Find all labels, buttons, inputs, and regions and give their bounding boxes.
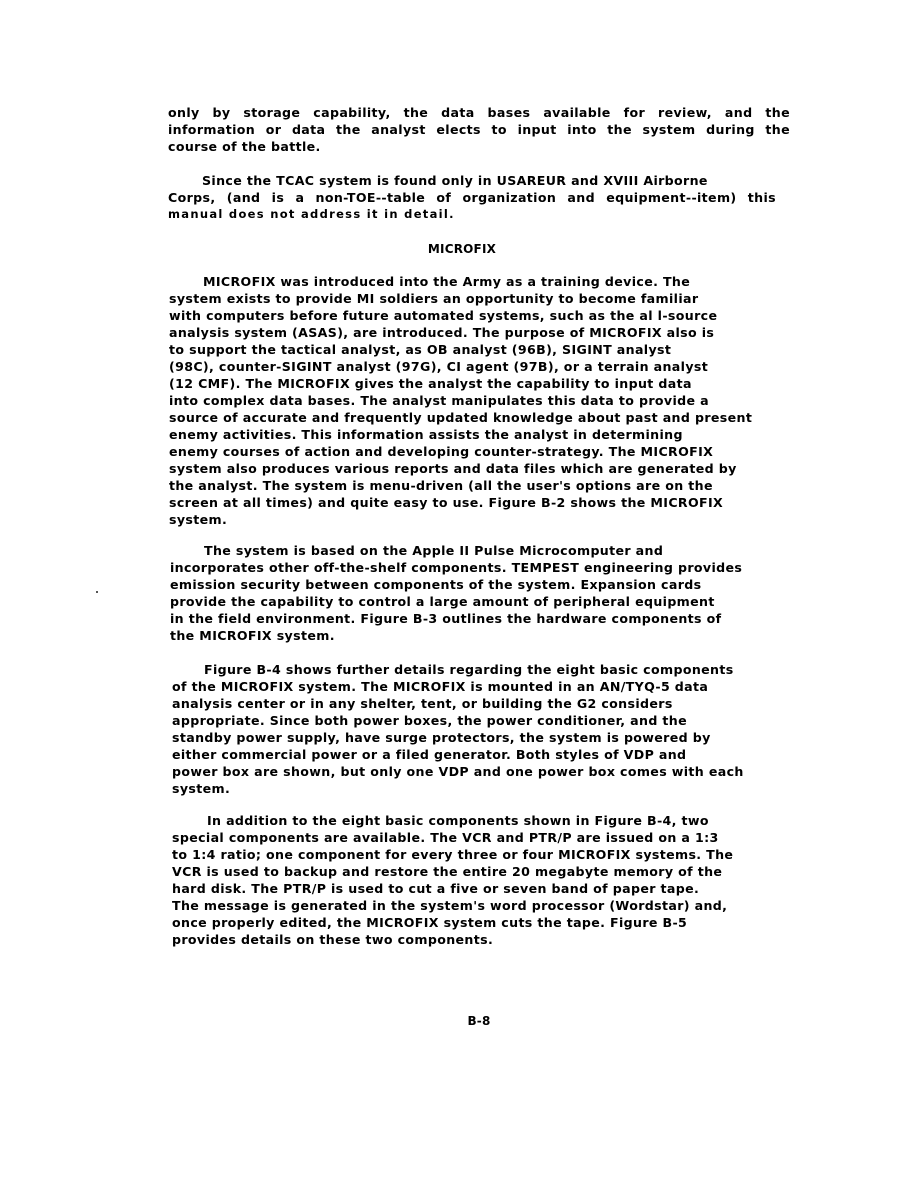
- text-line: into complex data bases. The analyst manipulates this data to provide a: [169, 393, 709, 408]
- paragraph-microfix-intro: [169, 273, 786, 528]
- section-heading: MICROFIX: [427, 242, 497, 256]
- text-line: to 1:4 ratio; one component for every three or four MICROFIX systems. The: [172, 847, 734, 862]
- text-line: (98C), counter-SIGINT analyst (97G), CI agent (97B), or a terrain analyst: [169, 359, 709, 374]
- text-line: system.: [172, 781, 231, 796]
- text-line: power box are shown, but only one VDP and one power box comes with each: [172, 764, 744, 779]
- paragraph-apple: [170, 542, 788, 644]
- text-line: (12 CMF). The MICROFIX gives the analyst the capability to input data: [169, 376, 692, 391]
- text-line: analysis system (ASAS), are introduced. The purpose of MICROFIX also is: [169, 325, 715, 340]
- text-line: of the MICROFIX system. The MICROFIX is mounted in an AN/TYQ-5 data: [172, 679, 709, 694]
- text-line: either commercial power or a filed generator. Both styles of VDP and: [172, 747, 687, 762]
- text-line: to support the tactical analyst, as OB analyst (96B), SIGINT analyst: [169, 342, 672, 357]
- text-line: Corps, (and is a non-TOE--table of organization and equipment--item) this: [168, 190, 776, 205]
- text-line: appropriate. Since both power boxes, the power conditioner, and the: [172, 713, 688, 728]
- paragraph-components: [172, 661, 780, 797]
- text-line: screen at all times) and quite easy to use. Figure B-2 shows the MICROFIX: [169, 495, 724, 510]
- text-line: information or data the analyst elects to input into the system during the: [168, 122, 790, 137]
- text-line: only by storage capability, the data bases available for review, and the: [168, 105, 790, 120]
- text-line: enemy activities. This information assists the analyst in determining: [169, 427, 683, 442]
- text-line: MICROFIX was introduced into the Army as a training device. The: [203, 274, 691, 289]
- text-line: The system is based on the Apple II Pulse Microcomputer and: [204, 543, 664, 558]
- paragraph-special: [172, 812, 790, 948]
- text-line: system also produces various reports and data files which are generated by: [169, 461, 737, 476]
- text-line: enemy courses of action and developing counter-strategy. The MICROFIX: [169, 444, 714, 459]
- text-line: system.: [169, 512, 228, 527]
- text-line: standby power supply, have surge protectors, the system is powered by: [172, 730, 711, 745]
- paragraph-tcac: [168, 172, 776, 223]
- text-line: provides details on these two components.: [172, 932, 494, 947]
- text-line: with computers before future automated systems, such as the al l-source: [169, 308, 718, 323]
- text-line: The message is generated in the system's word processor (Wordstar) and,: [172, 898, 728, 913]
- text-line: the MICROFIX system.: [170, 628, 335, 643]
- text-line: emission security between components of the system. Expansion cards: [170, 577, 702, 592]
- scan-artifact-dot: [96, 591, 98, 593]
- text-line: provide the capability to control a large amount of peripheral equipment: [170, 594, 715, 609]
- text-line: course of the battle.: [168, 139, 321, 154]
- text-line: system exists to provide MI soldiers an opportunity to become familiar: [169, 291, 699, 306]
- page-number: B-8: [467, 1014, 491, 1028]
- text-line: the analyst. The system is menu-driven (all the user's options are on the: [169, 478, 713, 493]
- text-line: In addition to the eight basic components shown in Figure B-4, two: [207, 813, 709, 828]
- text-line: Figure B-4 shows further details regarding the eight basic components: [204, 662, 734, 677]
- text-line: manual does not address it in detail.: [168, 207, 455, 221]
- text-line: VCR is used to backup and restore the entire 20 megabyte memory of the: [172, 864, 723, 879]
- text-line: source of accurate and frequently updated knowledge about past and present: [169, 410, 753, 425]
- text-line: analysis center or in any shelter, tent, or building the G2 considers: [172, 696, 673, 711]
- text-line: once properly edited, the MICROFIX system cuts the tape. Figure B-5: [172, 915, 688, 930]
- text-line: in the field environment. Figure B-3 outlines the hardware components of: [170, 611, 722, 626]
- text-line: Since the TCAC system is found only in USAREUR and XVIII Airborne: [202, 173, 708, 188]
- text-line: hard disk. The PTR/P is used to cut a five or seven band of paper tape.: [172, 881, 700, 896]
- paragraph-continued: [168, 104, 790, 155]
- text-line: special components are available. The VCR and PTR/P are issued on a 1:3: [172, 830, 719, 845]
- text-line: incorporates other off-the-shelf components. TEMPEST engineering provides: [170, 560, 743, 575]
